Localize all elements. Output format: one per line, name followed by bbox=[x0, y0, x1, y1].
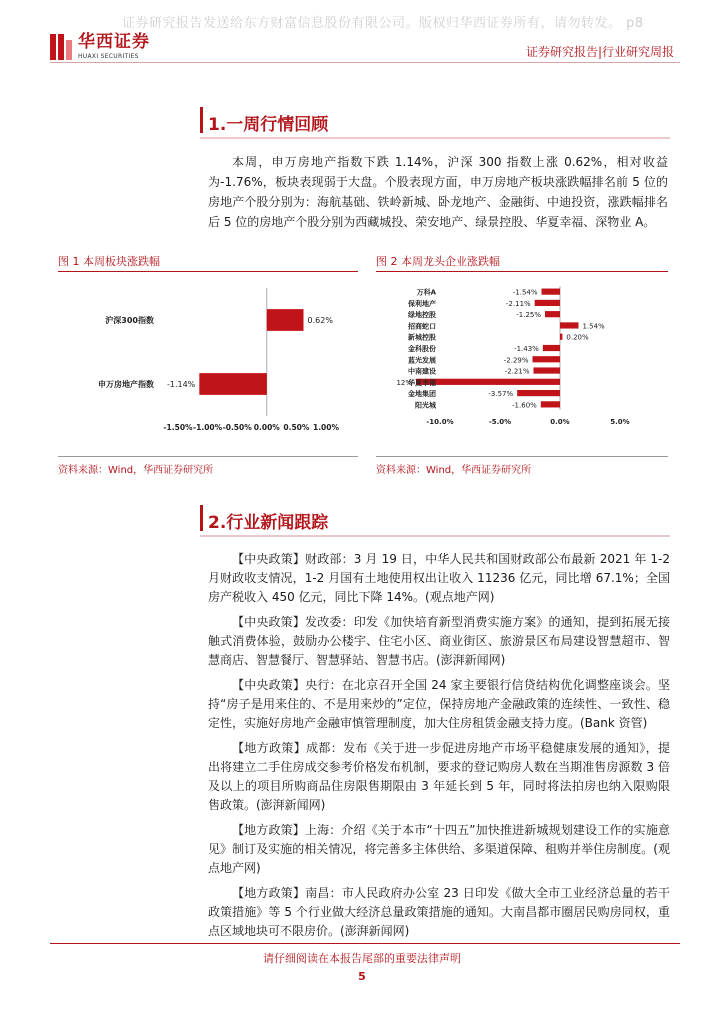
news-text: 财政部：3 月 19 日，中华人民共和国财政部公布最新 2021 年 1-2 月财政收支情况，1-2 月国有土地使用权出让收入 11236 亿元，同比增 67.1%；全国房产税收入 450 亿元，同比下降 14%。(观点地产网) bbox=[208, 552, 670, 604]
bar bbox=[543, 345, 560, 351]
section-divider bbox=[200, 535, 670, 537]
category-label: 中南建设 bbox=[408, 367, 436, 376]
news-item bbox=[208, 884, 670, 941]
section-marker bbox=[200, 505, 203, 531]
figure-2-source: 资料来源：Wind，华西证券研究所 bbox=[376, 465, 532, 476]
data-label: -1.14% bbox=[166, 380, 196, 389]
section-1-title: 1.一周行情回顾 bbox=[208, 115, 329, 135]
tick-label: -1.00% bbox=[193, 423, 223, 432]
tick-label: -1.50% bbox=[163, 423, 193, 432]
tick-label: -0.50% bbox=[222, 423, 252, 432]
bar bbox=[560, 322, 578, 328]
bar bbox=[560, 334, 562, 340]
data-label: -1.25% bbox=[516, 311, 541, 320]
data-label: 0.62% bbox=[307, 316, 333, 325]
news-tag: 【中央政策】 bbox=[232, 615, 306, 629]
category-label: 沪深300指数 bbox=[105, 316, 154, 325]
news-item bbox=[208, 821, 670, 878]
report-type: 证券研究报告|行业研究周报 bbox=[525, 45, 674, 59]
category-label: 保利地产 bbox=[408, 299, 436, 308]
category-label: 金科股份 bbox=[408, 345, 436, 353]
tick-label: 5.0% bbox=[610, 418, 630, 426]
news-text: 发改委：印发《加快培育新型消费实施方案》的通知，提到拓展无接触式消费体验，鼓励办公楼宇、住宅小区、商业街区、旅游景区布局建设智慧超市、智慧商店、智慧餐厅、智慧驿站、智慧书店。(澎湃新闻网) bbox=[208, 615, 670, 667]
news-tag: 【中央政策】 bbox=[232, 552, 306, 566]
figure-2-title: 图 2 本周龙头企业涨跌幅 bbox=[376, 255, 500, 268]
footer-divider bbox=[50, 943, 680, 944]
figure-1-source-rule bbox=[58, 456, 358, 457]
bar bbox=[535, 300, 560, 306]
tick-label: 0.00% bbox=[253, 423, 280, 432]
news-item bbox=[208, 550, 670, 607]
figure-1-title: 图 1 本周板块涨跌幅 bbox=[58, 255, 160, 268]
category-label: 万科A bbox=[416, 288, 436, 297]
figure-2-source-rule bbox=[376, 456, 668, 457]
tick-label: -10.0% bbox=[426, 418, 454, 426]
news-item bbox=[208, 676, 670, 733]
figure-2-rule bbox=[376, 271, 668, 272]
figure-1-source: 资料来源：Wind，华西证券研究所 bbox=[58, 465, 214, 476]
figure-1-rule bbox=[58, 271, 358, 272]
tick-label: -5.0% bbox=[488, 418, 512, 426]
logo-name: 华西证券 bbox=[78, 32, 150, 52]
bar bbox=[416, 379, 560, 385]
watermark: 证券研究报告发送给东方财富信息股份有限公司。版权归华西证券所有，请勿转发。 p8 bbox=[122, 16, 644, 31]
tick-label: 1.00% bbox=[312, 423, 340, 432]
news-tag: 【地方政策】 bbox=[232, 886, 306, 900]
news-tag: 【地方政策】 bbox=[232, 823, 305, 837]
logo-mark-icon bbox=[50, 34, 72, 60]
bar bbox=[199, 373, 266, 395]
section-divider bbox=[200, 137, 670, 139]
news-text: 成都：发布《关于进一步促进房地产市场平稳健康发展的通知》，提出将建立二手住房成交参考价格发布机制，要求的登记购房人数在当期准售房源数 3 倍及以上的项目所购商品住房限售期限由 3 年延长到 5 年，同时将法拍房也纳入限购限售政策。(澎湃新闻网) bbox=[208, 741, 670, 812]
data-label: -3.57% bbox=[488, 390, 514, 399]
bar bbox=[533, 367, 560, 373]
section-marker bbox=[200, 107, 203, 133]
news-tag: 【地方政策】 bbox=[232, 741, 307, 755]
category-label: 华夏幸福 bbox=[408, 378, 436, 387]
news-item bbox=[208, 613, 670, 670]
bar bbox=[545, 311, 560, 317]
category-label: 阳光城 bbox=[415, 401, 436, 410]
news-text: 南昌：市人民政府办公室 23 日印发《做大全市工业经济总量的若干政策措施》等 5 个行业做大经济总量政策措施的通知。大南昌都市圈居民购房同权，重点区域地块可不限房价。(澎湃新闻网) bbox=[208, 886, 670, 938]
data-label: 12% bbox=[396, 378, 412, 387]
company-logo bbox=[50, 33, 150, 60]
news-text: 央行：在北京召开全国 24 家主要银行信贷结构优化调整座谈会。坚持“房子是用来住的、不是用来炒的”定位，保持房地产金融政策的连续性、一致性、稳定性，实施好房地产金融审慎管理制度，加大住房租赁金融支持力度。(Bank 资管) bbox=[208, 678, 670, 730]
section-2-title: 2.行业新闻跟踪 bbox=[208, 513, 329, 533]
header-divider bbox=[50, 62, 680, 63]
figure-1-chart bbox=[58, 276, 358, 451]
data-label: -2.29% bbox=[503, 356, 529, 365]
footer-disclaimer: 请仔细阅读在本报告尾部的重要法律声明 bbox=[263, 952, 461, 965]
category-label: 蓝光发展 bbox=[408, 356, 436, 365]
bar bbox=[541, 401, 560, 407]
category-label: 金地集团 bbox=[408, 390, 436, 399]
category-label: 申万房地产指数 bbox=[98, 380, 154, 389]
data-label: -2.11% bbox=[505, 299, 531, 308]
section-1-body: 本周，申万房地产指数下跌 1.14%，沪深 300 指数上涨 0.62%，相对收益为-1.76%，板块表现弱于大盘。个股表现方面，申万房地产板块涨跌幅排名前 5 位的房地产个股分别为：海航基础、铁岭新城、卧龙地产、金融街、中迪投资，涨跌幅排名后 5 位的房地产个股分别为西藏城投、荣安地产、绿景控股、华夏幸福、深物业 A。 bbox=[208, 155, 668, 229]
news-text: 上海：介绍《关于本市“十四五”加快推进新城规划建设工作的实施意见》制订及实施的相关情况，将完善多主体供给、多渠道保障、租购并举住房制度。(观点地产网) bbox=[208, 823, 670, 875]
data-label: -2.21% bbox=[504, 367, 530, 376]
tick-label: 0.0% bbox=[550, 418, 570, 426]
data-label: 1.54% bbox=[582, 322, 605, 331]
bar bbox=[542, 289, 560, 295]
news-tag: 【中央政策】 bbox=[232, 678, 306, 692]
tick-label: 0.50% bbox=[283, 423, 310, 432]
data-label: 0.20% bbox=[566, 333, 589, 342]
news-list bbox=[208, 550, 670, 947]
category-label: 绿地控股 bbox=[408, 311, 436, 320]
news-item bbox=[208, 739, 670, 815]
logo-name-en: HUAXI SECURITIES bbox=[78, 53, 139, 60]
bar bbox=[267, 309, 304, 331]
category-label: 招商蛇口 bbox=[408, 322, 436, 331]
bar bbox=[517, 390, 560, 396]
figure-2-chart bbox=[376, 276, 668, 451]
data-label: -1.54% bbox=[512, 288, 538, 297]
page-number: 5 bbox=[358, 970, 366, 983]
data-label: -1.43% bbox=[514, 345, 539, 353]
category-label: 新城控股 bbox=[408, 333, 436, 342]
bar bbox=[533, 356, 560, 362]
data-label: -1.60% bbox=[512, 401, 537, 410]
